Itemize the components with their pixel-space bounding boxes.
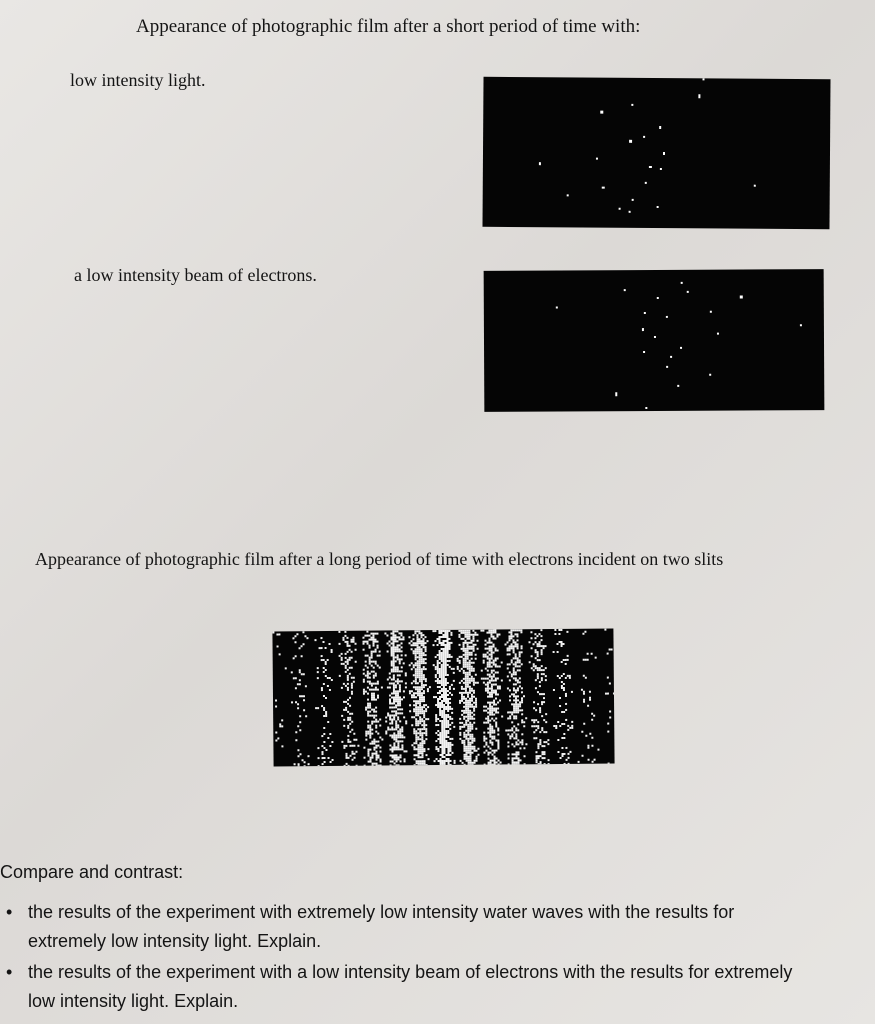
interference-fringes [272,629,614,767]
film-two-slit-interference [272,629,614,767]
question-list [0,898,875,1018]
question-line: the results of the experiment with a low intensity beam of electrons with the results for extremely [28,962,793,982]
question-item [0,958,875,1018]
bullet-dot-icon: • [6,962,13,982]
bullet-dot-icon: • [6,902,13,922]
film-low-intensity-light [482,77,830,229]
question-line: extremely low intensity light. Explain. [28,931,322,951]
question-text [28,898,868,956]
film-low-intensity-electrons [484,269,825,412]
low-intensity-light-label: low intensity light. [70,70,206,90]
long-exposure-title: Appearance of photographic film after a long period of time with electrons incident on two slits [35,549,724,569]
low-intensity-electrons-label: a low intensity beam of electrons. [74,265,317,285]
question-item [0,898,875,958]
question-text [28,958,868,1016]
film-electron-dots [484,269,825,412]
film-light-dots [482,77,830,229]
compare-contrast-heading: Compare and contrast: [0,862,184,882]
short-exposure-title: Appearance of photographic film after a short period of time with: [136,16,641,37]
question-line: low intensity light. Explain. [28,991,239,1011]
question-line: the results of the experiment with extremely low intensity water waves with the results for [28,902,735,922]
